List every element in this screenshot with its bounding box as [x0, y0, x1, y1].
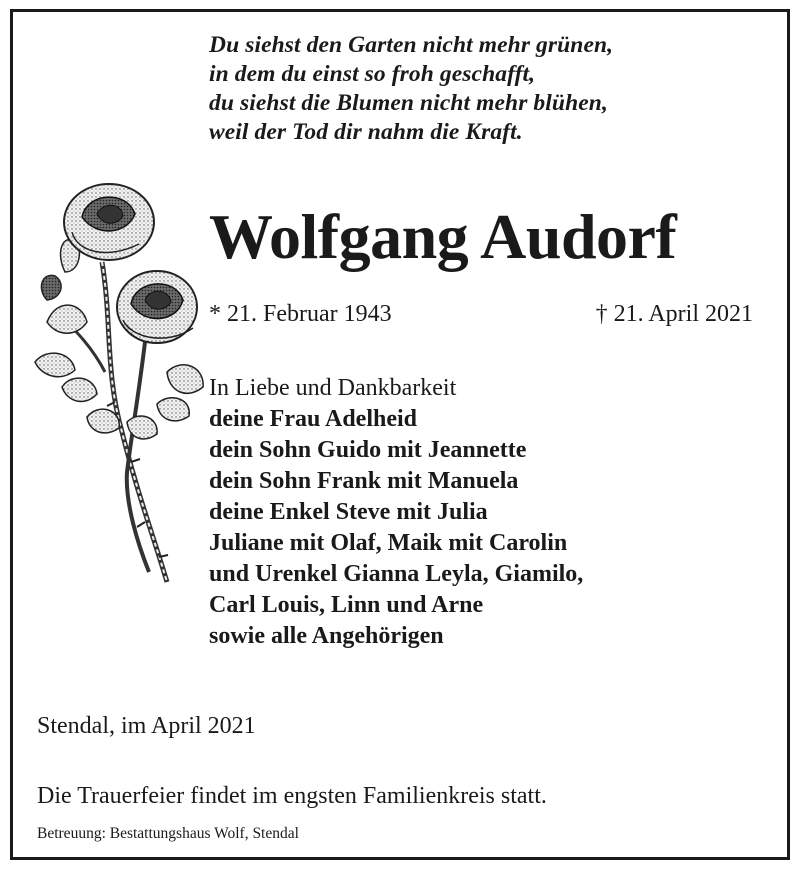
birth-date: * 21. Februar 1943 [209, 301, 392, 327]
place-date: Stendal, im April 2021 [37, 713, 256, 739]
mourners-intro: In Liebe und Dankbarkeit [209, 375, 457, 401]
deceased-name: Wolfgang Audorf [209, 201, 677, 272]
mourner-line: sowie alle Angehörigen [209, 623, 444, 649]
obituary-frame [10, 9, 790, 860]
roses-icon [27, 172, 217, 592]
undertaker-credit: Betreuung: Bestattungshaus Wolf, Stendal [37, 825, 299, 842]
service-note: Die Trauerfeier findet im engsten Familienkreis statt. [37, 783, 547, 809]
poem-line: weil der Tod dir nahm die Kraft. [209, 119, 523, 145]
mourner-line: und Urenkel Gianna Leyla, Giamilo, [209, 561, 584, 587]
mourner-line: dein Sohn Guido mit Jeannette [209, 437, 527, 463]
poem-line: du siehst die Blumen nicht mehr blühen, [209, 90, 608, 116]
death-date: † 21. April 2021 [595, 301, 753, 327]
mourner-line: Juliane mit Olaf, Maik mit Carolin [209, 530, 568, 556]
poem [209, 31, 769, 147]
mourners-list [209, 373, 583, 652]
poem-line: Du siehst den Garten nicht mehr grünen, [209, 32, 614, 58]
mourner-line: dein Sohn Frank mit Manuela [209, 468, 519, 494]
mourner-line: Carl Louis, Linn und Arne [209, 592, 484, 618]
mourner-line: deine Enkel Steve mit Julia [209, 499, 488, 525]
mourner-line: deine Frau Adelheid [209, 406, 418, 432]
poem-line: in dem du einst so froh geschafft, [209, 61, 536, 87]
